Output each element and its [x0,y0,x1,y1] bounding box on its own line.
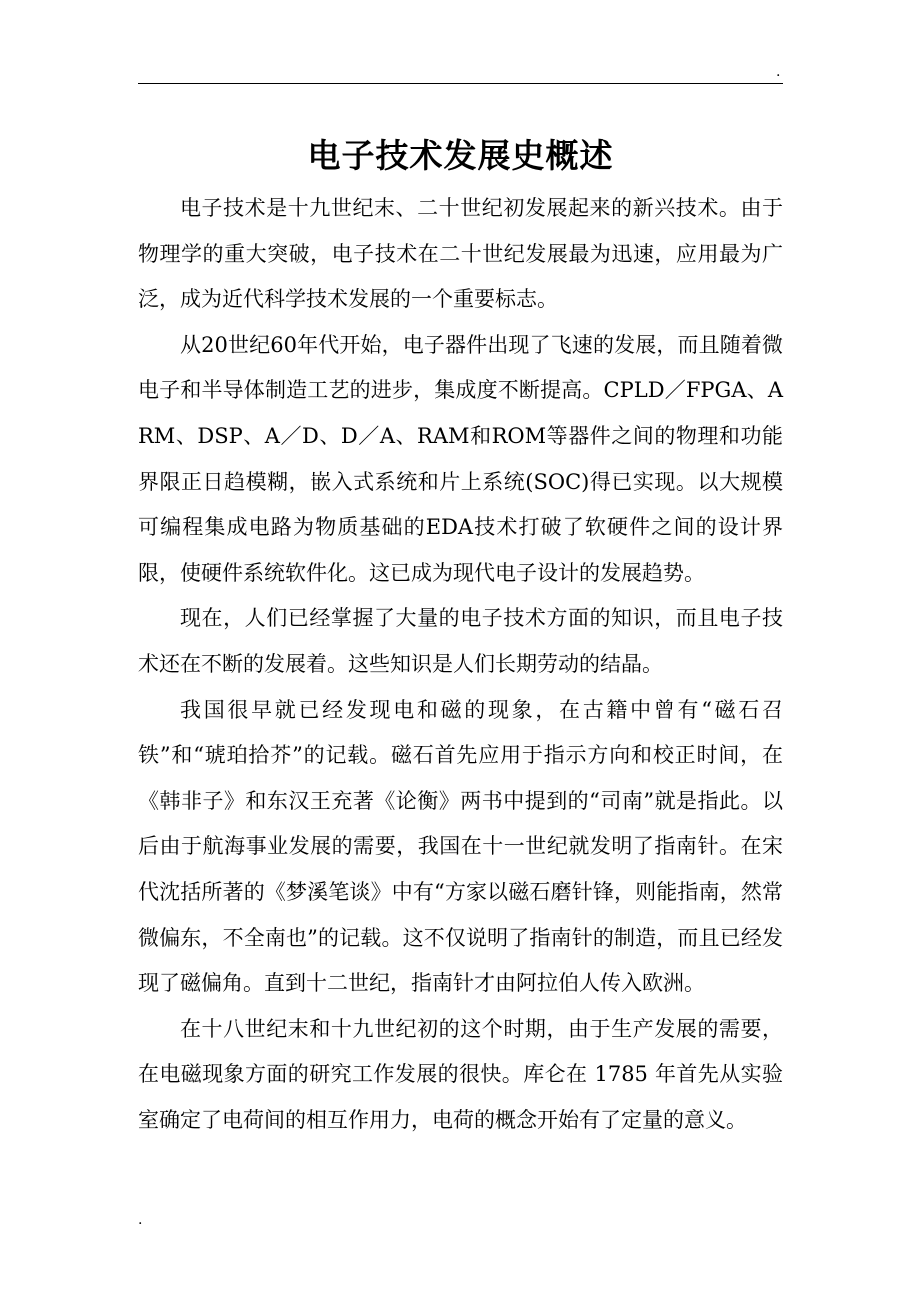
document-body [138,186,783,1143]
header-rule [138,83,783,84]
paragraph-intro: 电子技术是十九世纪末、二十世纪初发展起来的新兴技术。由于物理学的重大突破，电子技术在二十世纪发展最为迅速，应用最为广泛，成为近代科学技术发展的一个重要标志。 [138,196,783,312]
paragraph-18th-century: 在十八世纪末和十九世纪初的这个时期，由于生产发展的需要，在电磁现象方面的研究工作发展的很快。库仑在 1785 年首先从实验室确定了电荷间的相互作用力，电荷的概念开始有了定量的意义。 [138,1016,783,1132]
header-mark: . [776,64,781,80]
paragraph-knowledge: 现在，人们已经掌握了大量的电子技术方面的知识，而且电子技术还在不断的发展着。这些知识是人们长期劳动的结晶。 [138,606,783,676]
footer-mark: . [138,1212,143,1228]
document-title: 电子技术发展史概述 [307,136,614,175]
paragraph-china-history: 我国很早就已经发现电和磁的现象，在古籍中曾有“磁石召铁”和“琥珀拾芥”的记载。磁石首先应用于指示方向和校正时间，在《韩非子》和东汉王充著《论衡》两书中提到的“司南”就是指此。以后由于航海事业发展的需要，我国在十一世纪就发明了指南针。在宋代沈括所著的《梦溪笔谈》中有“方家以磁石磨针锋，则能指南，然常微偏东，不全南也”的记载。这不仅说明了指南针的制造，而且已经发现了磁偏角。直到十二世纪，指南针才由阿拉伯人传入欧洲。 [138,697,783,996]
paragraph-modern-devices: 从20世纪60年代开始，电子器件出现了飞速的发展，而且随着微电子和半导体制造工艺的进步，集成度不断提高。CPLD／FPGA、ARM、DSP、A／D、D／A、RAM和ROM等器件之间的物理和功能界限正日趋模糊，嵌入式系统和片上系统(SOC)得已实现。以大规模可编程集成电路为物质基础的EDA技术打破了软硬件之间的设计界限，使硬件系统软件化。这已成为现代电子设计的发展趋势。 [138,332,783,585]
